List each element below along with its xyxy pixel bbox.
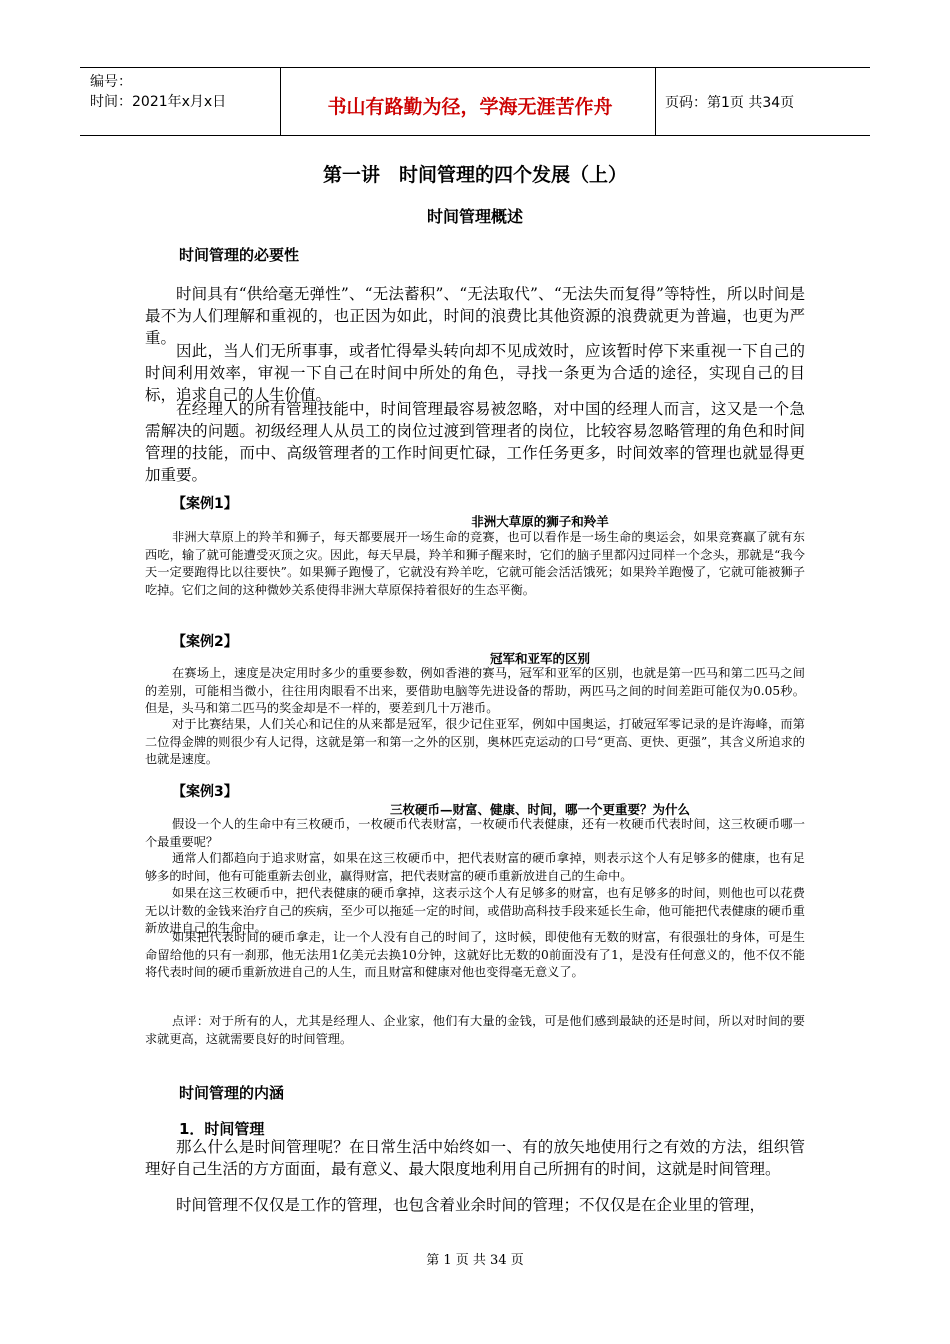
case-title: 非洲大草原的狮子和羚羊 <box>471 514 609 529</box>
case-paragraph: 假设一个人的生命中有三枚硬币，一枚硬币代表财富，一枚硬币代表健康，还有一枚硬币代表时间，这三枚硬币哪一个最重要呢？ <box>145 817 805 849</box>
case-label: 【案例2】 <box>172 634 238 650</box>
paragraph: 因此，当人们无所事事，或者忙得晕头转向却不见成效时，应该暂时停下来重视一下自己的时间利用效率，审视一下自己在时间中所处的角色，寻找一条更为合适的途径，实现自己的目标，追求自己的人生价值。 <box>145 342 805 404</box>
case-paragraph: 对于比赛结果，人们关心和记住的从来都是冠军，很少记住亚军，例如中国奥运，打破冠军零记录的是许海峰，而第二位得金牌的则很少有人记得，这就是第一和第一之外的区别，奥林匹克运动的口号“更高、更快、更强”，其含义所追求的也就是速度。 <box>145 717 805 766</box>
case-label: 【案例1】 <box>172 496 238 512</box>
header-page-info: 页码：第1页 共34页 <box>665 95 795 111</box>
header-motto: 书山有路勤为径，学海无涯苦作舟 <box>327 96 613 118</box>
document-number: 编号： <box>90 74 132 90</box>
page-subtitle: 时间管理概述 <box>426 207 523 226</box>
page-footer: 第 1 页 共 34 页 <box>426 1253 524 1268</box>
paragraph: 时间管理不仅仅是工作的管理，也包含着业余时间的管理；不仅仅是在企业里的管理， <box>176 1196 766 1214</box>
case-paragraph: 通常人们都趋向于追求财富，如果在这三枚硬币中，把代表财富的硬币拿掉，则表示这个人有足够多的健康，也有足够多的时间，他有可能重新去创业，赢得财富，把代表财富的硬币重新放进自己的生命中。 <box>145 851 805 883</box>
paragraph: 那么什么是时间管理呢？在日常生活中始终如一、有的放矢地使用行之有效的方法，组织管理好自己生活的方方面面，最有意义、最大限度地利用自己所拥有的时间，这就是时间管理。 <box>145 1138 805 1178</box>
section-heading-necessity: 时间管理的必要性 <box>179 246 300 264</box>
paragraph: 时间具有“供给毫无弹性”、“无法蓄积”、“无法取代”、“无法失而复得”等特性，所以时间是最不为人们理解和重视的，也正因为如此，时间的浪费比其他资源的浪费就更为普遍，也更为严重。 <box>145 285 805 347</box>
case-title: 冠军和亚军的区别 <box>489 651 590 666</box>
case-paragraph: 如果把代表时间的硬币拿走，让一个人没有自己的时间了，这时候，即使他有无数的财富，有很强壮的身体，可是生命留给他的只有一刹那，他无法用1亿美元去换10分钟，这就好比无数的0前面没有了1，是没有任何意义的，他不仅不能将代表时间的硬币重新放进自己的人生，而且财富和健康对他也变得毫无意义了。 <box>145 930 805 979</box>
case-paragraph: 如果在这三枚硬币中，把代表健康的硬币拿掉，这表示这个人有足够多的财富，也有足够多的时间，则他也可以花费无以计数的金钱来治疗自己的疾病，至少可以拖延一定的时间，或借助高科技手段来延长生命，他可能把代表健康的硬币重新放进自己的生命中。 <box>145 886 805 935</box>
case-comment: 点评：对于所有的人，尤其是经理人、企业家，他们有大量的金钱，可是他们感到最缺的还是时间，所以对时间的要求就更高，这就需要良好的时间管理。 <box>145 1014 805 1046</box>
header-divider-1 <box>280 67 281 136</box>
paragraph: 在经理人的所有管理技能中，时间管理最容易被忽略，对中国的经理人而言，这又是一个急需解决的问题。初级经理人从员工的岗位过渡到管理者的岗位，比较容易忽略管理的角色和时间管理的技能，而中、高级管理者的工作时间更忙碌，工作任务更多，时间效率的管理也就显得更加重要。 <box>145 400 805 484</box>
subsection-heading: 1．时间管理 <box>179 1120 265 1138</box>
document-date: 时间：2021年x月x日 <box>90 94 227 110</box>
case-label: 【案例3】 <box>172 784 238 800</box>
case-paragraph: 非洲大草原上的羚羊和狮子，每天都要展开一场生命的竞赛，也可以看作是一场生命的奥运会，如果竞赛赢了就有东西吃，输了就可能遭受灭顶之灾。因此，每天早晨，羚羊和狮子醒来时，它们的脑子里都闪过同样一个念头，那就是“我今天一定要跑得比以往要快”。如果狮子跑慢了，它就没有羚羊吃，它就可能会活活饿死；如果羚羊跑慢了，它就可能被狮子吃掉。它们之间的这种微妙关系使得非洲大草原保持着很好的生态平衡。 <box>145 530 805 597</box>
case-title: 三枚硬币—财富、健康、时间，哪一个更重要？为什么 <box>389 802 690 817</box>
section-heading-connotation: 时间管理的内涵 <box>179 1084 285 1102</box>
case-paragraph: 在赛场上，速度是决定用时多少的重要参数，例如香港的赛马，冠军和亚军的区别，也就是第一匹马和第二匹马之间的差别，可能相当微小，往往用肉眼看不出来，要借助电脑等先进设备的帮助，两匹马之间的时间差距可能仅为0.05秒。但是，头马和第二匹马的奖金却是不一样的，要差到几十万港币。 <box>145 666 805 715</box>
page-title: 第一讲 时间管理的四个发展（上） <box>322 164 627 186</box>
header-top-border <box>80 67 870 68</box>
header-divider-2 <box>655 67 656 136</box>
header-bottom-border <box>80 135 870 136</box>
